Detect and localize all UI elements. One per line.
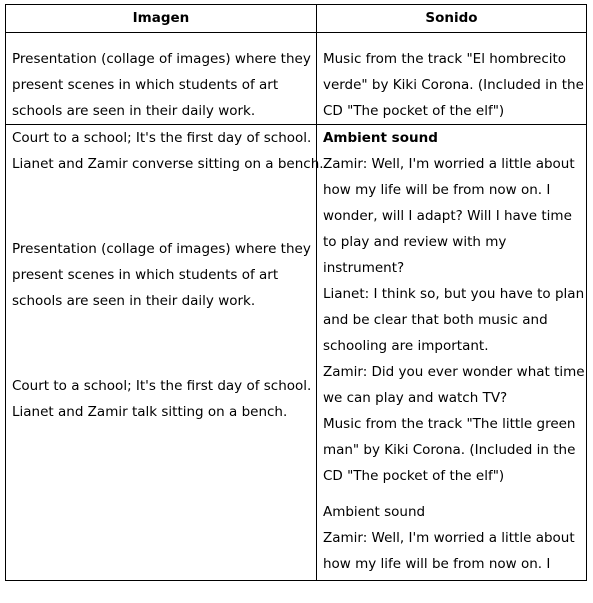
text-line: schools are seen in their daily work.	[12, 293, 256, 309]
text-line: Ambient sound	[322, 504, 426, 520]
table-row	[6, 125, 587, 581]
text-line: instrument?	[322, 260, 405, 276]
text-line: Lianet: I think so, but you have to plan	[322, 286, 585, 302]
row2-sound-cell	[316, 125, 586, 581]
text-line: Presentation (collage of images) where they	[12, 51, 311, 67]
text-line: verde" by Kiki Corona. (Included in the	[322, 77, 584, 93]
text-line: man" by Kiki Corona. (Included in the	[322, 442, 576, 458]
text-line: present scenes in which students of art	[12, 77, 279, 93]
text-line: CD "The pocket of the elf")	[322, 468, 505, 484]
text-line: Lianet and Zamir talk sitting on a bench.	[12, 404, 288, 420]
text-line: schools are seen in their daily work.	[12, 103, 256, 119]
sound-heading: Ambient sound	[322, 130, 438, 146]
header-row	[6, 5, 587, 33]
text-line: wonder, will I adapt? Will I have time	[322, 208, 572, 224]
row2-image-block-3	[12, 373, 310, 425]
text-line: to play and review with my	[322, 234, 507, 250]
row2-sound-block-2	[323, 499, 580, 577]
text-line: Lianet and Zamir converse sitting on a bench.	[12, 156, 324, 172]
text-line: schooling are important.	[322, 338, 489, 354]
text-line: how my life will be from now on. I	[322, 182, 551, 198]
table-row	[6, 33, 587, 125]
text-line: Presentation (collage of images) where they	[12, 241, 311, 257]
text-line: Zamir: Did you ever wonder what time	[322, 364, 585, 380]
text-line: Court to a school; It's the first day of school.	[12, 378, 312, 394]
text-line: we can play and watch TV?	[322, 390, 508, 406]
text-line: Zamir: Well, I'm worried a little about	[322, 156, 575, 172]
row2-image-block-1	[12, 125, 324, 177]
text-line: CD "The pocket of the elf")	[322, 103, 505, 119]
text-line: how my life will be from now on. I	[322, 556, 551, 572]
text-line: and be clear that both music and	[322, 312, 548, 328]
text-line: Music from the track "The little green	[322, 416, 576, 432]
text-line: Court to a school; It's the first day of school.	[12, 130, 312, 146]
row2-image-cell	[6, 125, 324, 581]
row1-image-cell	[6, 33, 317, 125]
row1-sound-text	[322, 46, 584, 124]
text-line: Music from the track "El hombrecito	[322, 51, 567, 67]
text-line: Zamir: Well, I'm worried a little about	[322, 530, 575, 546]
row2-sound-block-1	[322, 151, 585, 489]
row1-image-text	[12, 46, 310, 124]
script-table	[5, 4, 587, 581]
text-line: present scenes in which students of art	[12, 267, 279, 283]
row1-sound-cell	[316, 33, 586, 125]
header-image: Imagen	[6, 5, 317, 33]
header-sound: Sonido	[316, 5, 586, 33]
row2-image-block-2	[12, 236, 310, 314]
